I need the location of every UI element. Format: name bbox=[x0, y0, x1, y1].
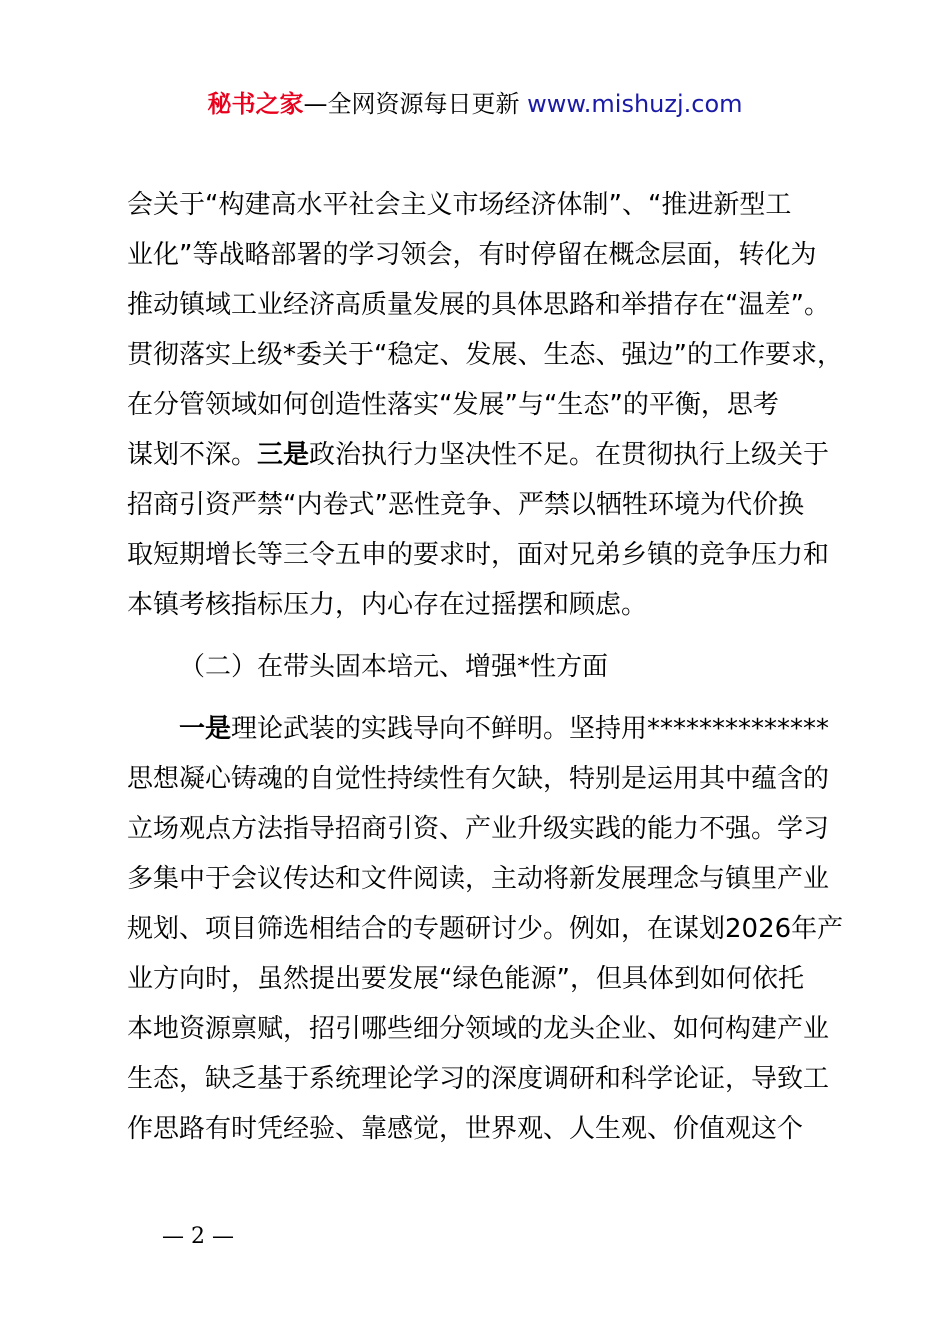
text-line: 作思路有时凭经验、靠感觉，世界观、人生观、价值观这个 bbox=[127, 1114, 804, 1144]
document-body bbox=[127, 180, 844, 1154]
section-heading: （二）在带头固本培元、增强*性方面 bbox=[179, 652, 609, 682]
text-line: 立场观点方法指导招商引资、产业升级实践的能力不强。学习 bbox=[127, 814, 830, 844]
text-line: 生态，缺乏基于系统理论学习的深度调研和科学论证，导致工 bbox=[127, 1064, 830, 1094]
text-line: 在分管领域如何创造性落实“发展”与“生态”的平衡，思考 bbox=[127, 390, 779, 420]
text-line bbox=[127, 430, 832, 480]
text-line: 本镇考核指标压力，内心存在过摇摆和顾虑。 bbox=[127, 590, 648, 620]
header-tagline: —全网资源每日更新 bbox=[303, 90, 528, 118]
text-line: 会关于“构建高水平社会主义市场经济体制”、“推进新型工 bbox=[127, 190, 792, 220]
text-line: 取短期增长等三令五申的要求时，面对兄弟乡镇的竞争压力和 bbox=[127, 540, 830, 570]
text-line: 多集中于会议传达和文件阅读，主动将新发展理念与镇里产业 bbox=[127, 864, 830, 894]
text-segment: 谋划不深。 bbox=[127, 440, 258, 470]
site-url[interactable]: www.mishuzj.com bbox=[527, 90, 743, 118]
text-line: 规划、项目筛选相结合的专题研讨少。例如，在谋划2026年产 bbox=[127, 914, 844, 944]
text-line: 业方向时，虽然提出要发展“绿色能源”，但具体到如何依托 bbox=[127, 964, 804, 994]
text-line: 推动镇域工业经济高质量发展的具体思路和举措存在“温差”。 bbox=[127, 290, 830, 320]
emphasis-label: 一是 bbox=[179, 714, 232, 744]
text-segment: 政治执行力坚决性不足。在贯彻执行上级关于 bbox=[309, 440, 830, 470]
text-line: 本地资源禀赋，招引哪些细分领域的龙头企业、如何构建产业 bbox=[127, 1014, 830, 1044]
site-header bbox=[0, 88, 950, 120]
text-line bbox=[127, 704, 832, 754]
brand-name: 秘书之家 bbox=[207, 90, 304, 118]
emphasis-label: 三是 bbox=[257, 440, 310, 470]
text-line: 贯彻落实上级*委关于“稳定、发展、生态、强边”的工作要求， bbox=[127, 340, 843, 370]
text-line: 业化”等战略部署的学习领会，有时停留在概念层面，转化为 bbox=[127, 240, 817, 270]
text-segment: 理论武装的实践导向不鲜明。坚持用************** bbox=[231, 714, 830, 744]
page-number: — 2 — bbox=[162, 1224, 234, 1249]
text-line: 招商引资严禁“内卷式”恶性竞争、严禁以牺牲环境为代价换 bbox=[127, 490, 804, 520]
text-line: 思想凝心铸魂的自觉性持续性有欠缺，特别是运用其中蕴含的 bbox=[127, 764, 830, 794]
